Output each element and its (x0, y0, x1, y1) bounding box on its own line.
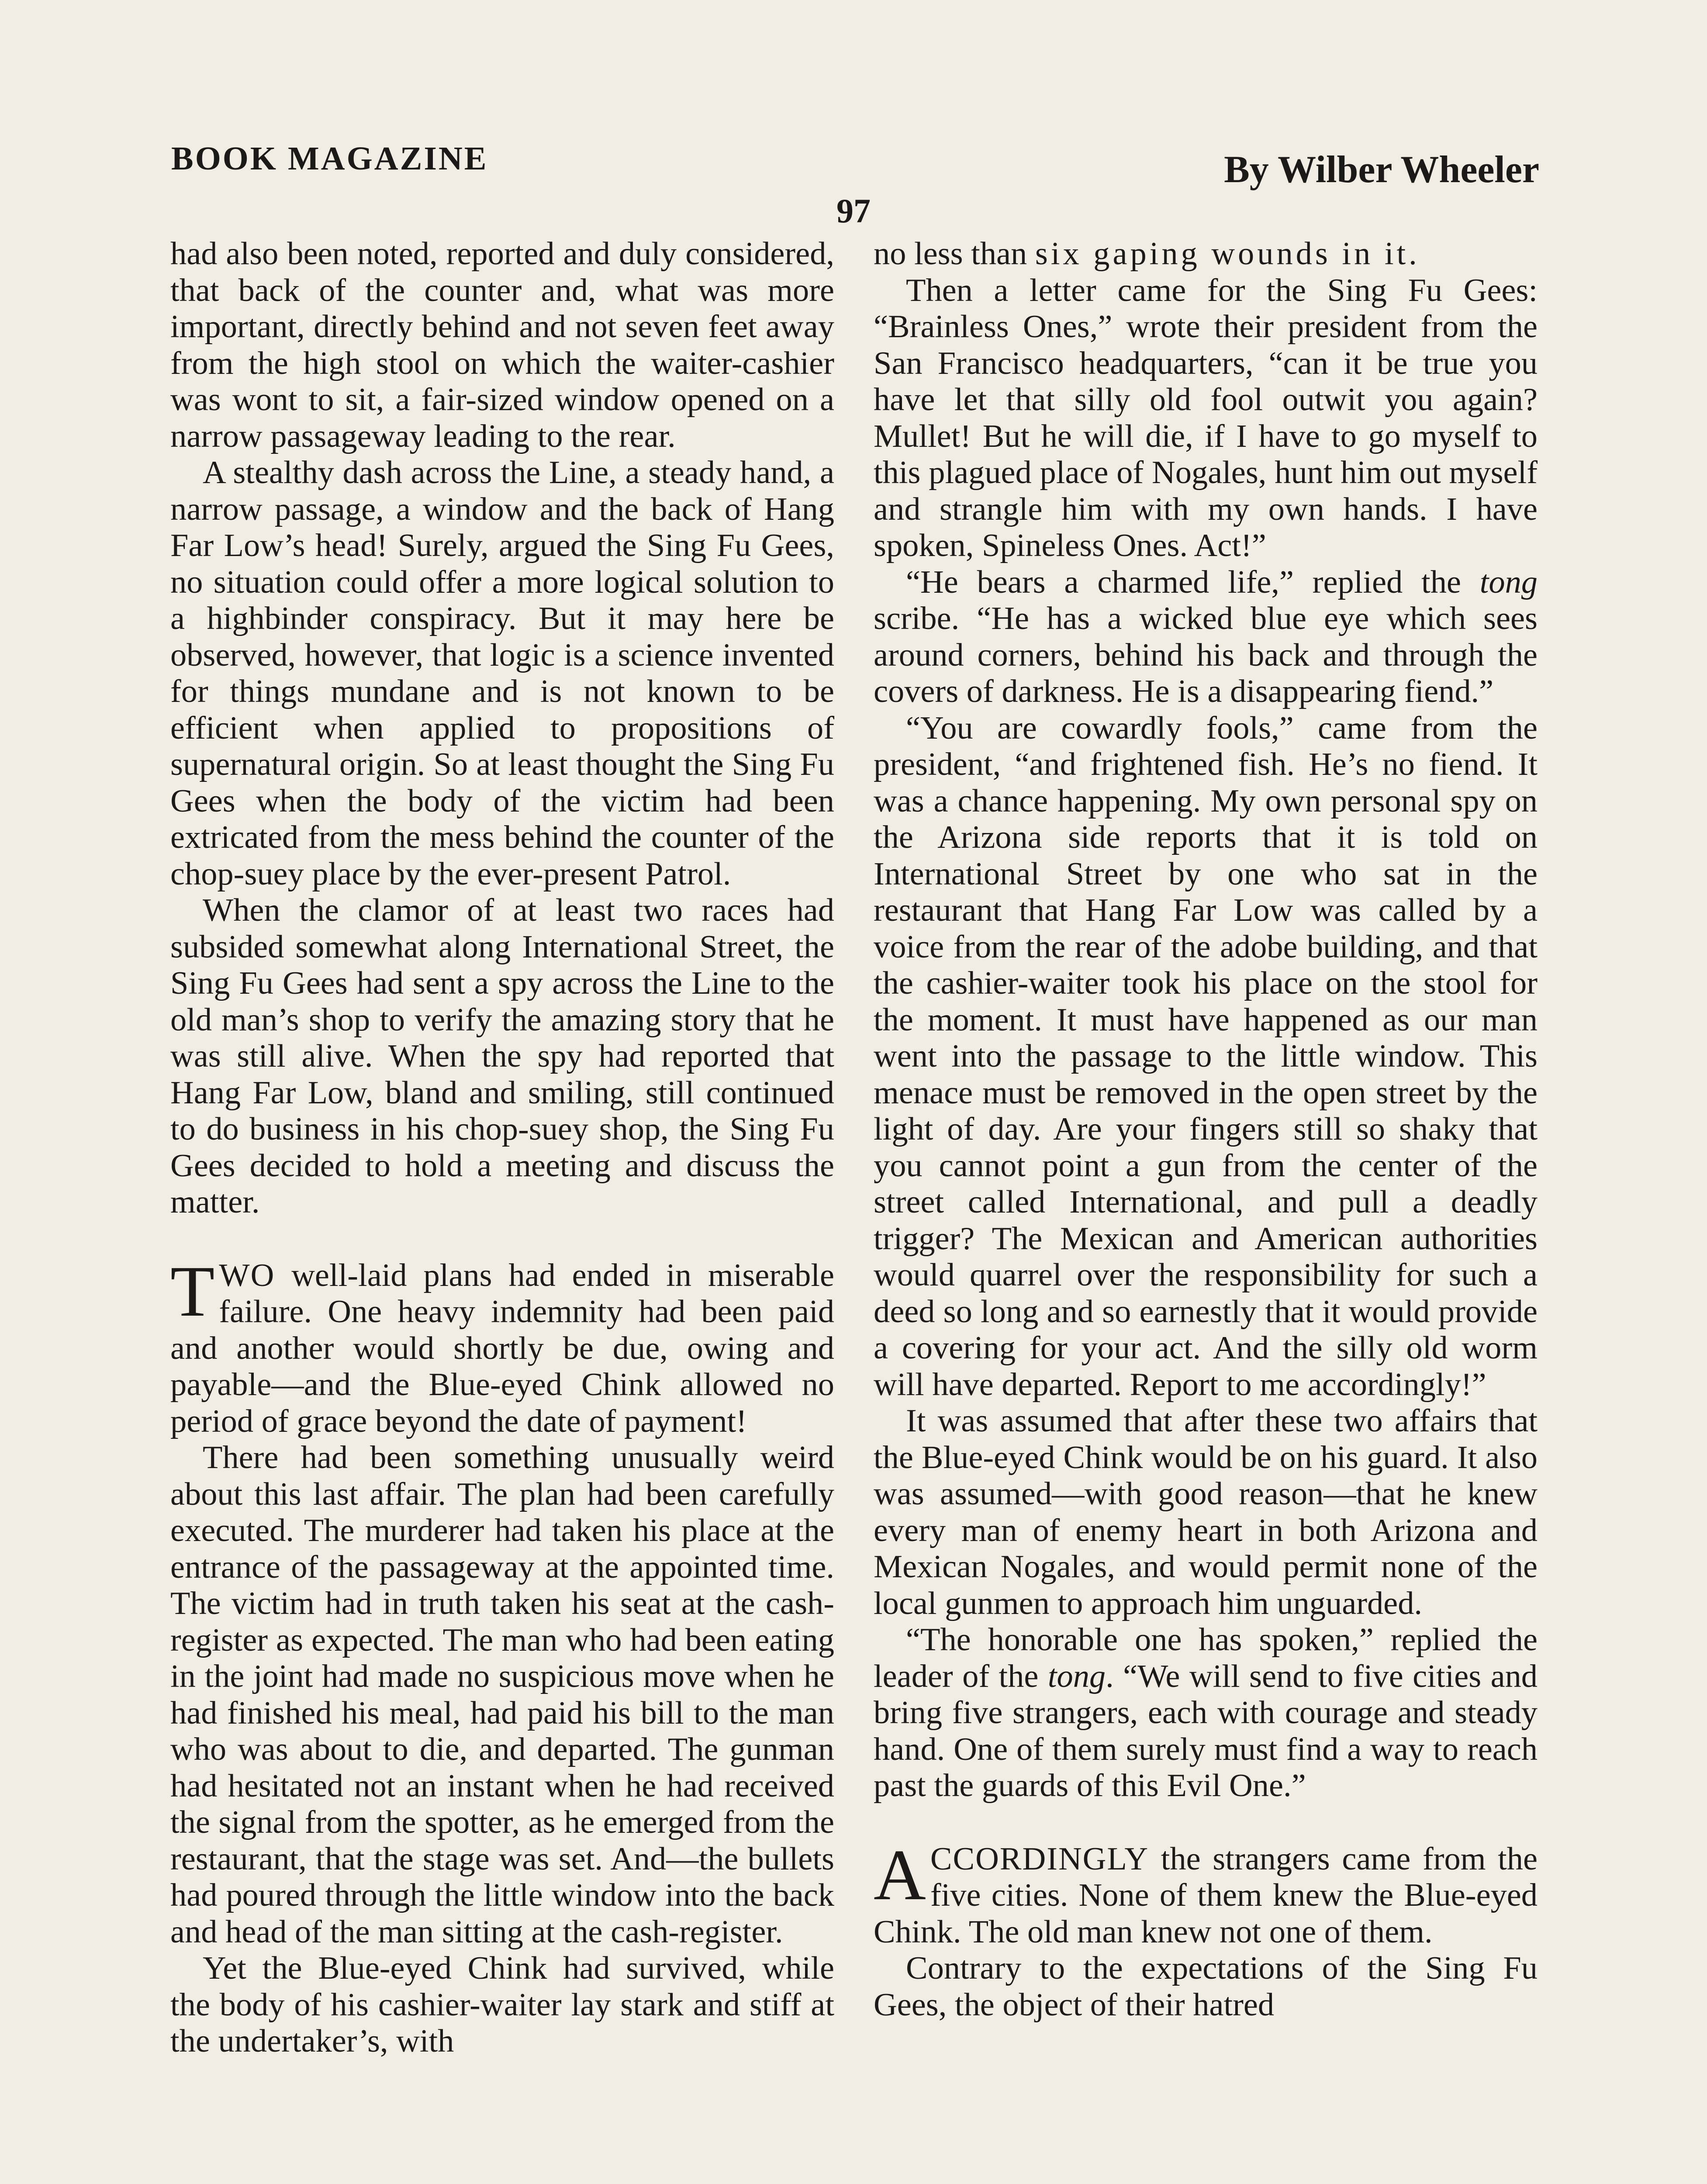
drop-cap: T (170, 1251, 215, 1331)
right-column (874, 236, 1538, 2023)
paragraph: Yet the Blue-eyed Chink had survived, while the body of his cashier-waiter lay stark and stiff at the undertaker’s, with (170, 1950, 834, 2059)
paragraph (874, 1622, 1538, 1804)
paragraph (874, 236, 1538, 273)
italic-word: tong (1047, 1658, 1106, 1694)
paragraph: Contrary to the expectations of the Sing Fu Gees, the object of their hatred (874, 1950, 1538, 2023)
author-byline: By Wilber Wheeler (1224, 149, 1539, 191)
paragraph (874, 564, 1538, 710)
paragraph: It was assumed that after these two affairs that the Blue-eyed Chink would be on his guard. It also was assumed—with good reason—that he knew every man of enemy heart in both Arizona and Mexican Nogales, and would permit none of the local gunmen to approach him unguarded. (874, 1403, 1538, 1621)
paragraph-text: well-laid plans had ended in miserable failure. One heavy indemnity had been paid and another would shortly be due, owing and payable—and the Blue-eyed Chink allowed no period of grace beyond the date of payment! (170, 1257, 834, 1439)
section-paragraph (874, 1834, 1538, 1951)
section-paragraph (170, 1251, 834, 1440)
paragraph-text: . “We will send to five cities and bring five strangers, each with courage and steady hand. One of them surely must find a way to reach past the guards of this Evil One.” (874, 1658, 1538, 1804)
publication-title: BOOK MAGAZINE (171, 140, 488, 177)
paragraph: “You are cowardly fools,” came from the president, “and frightened fish. He’s no fiend. It was a chance happening. My own personal spy on the Arizona side reports that it is told on International Street by one who sat in the restaurant that Hang Far Low was called by a voice from the rear of the adobe building, and that the cashier-waiter took his place on the stool for the moment. It must have happened as our man went into the passage to the little window. This menace must be removed in the open street by the light of day. Are your fingers still so shaky that you cannot point a gun from the center of the street called International, and pull a deadly trigger? The Mexican and American authorities would quarrel over the responsibility for such a deed so long and so earnestly that it would provide a covering for your act. And the silly old worm will have departed. Report to me accordingly!” (874, 710, 1538, 1403)
paragraph: There had been something unusually weird about this last affair. The plan had been carefully executed. The murderer had taken his place at the entrance of the passageway at the appointed time. The victim had in truth taken his seat at the cash-register as expected. The man who had been eating in the joint had made no suspicious move when he had finished his meal, had paid his bill to the man who was about to die, and departed. The gunman had hesitated not an instant when he had received the signal from the spotter, as he emerged from the restaurant, that the stage was set. And—the bullets had poured through the little window into the back and head of the man sitting at the cash-register. (170, 1440, 834, 1950)
paragraph: had also been noted, reported and duly considered, that back of the counter and, what was more important, directly behind and not seven feet away from the high stool on which the waiter-cashier was wont to sit, a fair-sized window opened on a narrow passageway leading to the rear. (170, 236, 834, 454)
drop-cap: A (874, 1834, 926, 1915)
paragraph: When the clamor of at least two races had subsided somewhat along International Street, the Sing Fu Gees had sent a spy across the Line to the old man’s shop to verify the amazing story that he was still alive. When the spy had reported that Hang Far Low, bland and smiling, still continued to do business in his chop-suey shop, the Sing Fu Gees decided to hold a meeting and discuss the matter. (170, 892, 834, 1220)
paragraph-text: scribe. “He has a wicked blue eye which sees around corners, behind his back and through the covers of darkness. He is a disappearing fiend.” (874, 601, 1538, 709)
small-caps-lead: CCORDINGLY (930, 1841, 1149, 1877)
paragraph: Then a letter came for the Sing Fu Gees: “Brainless Ones,” wrote their president from the San Francisco headquarters, “can it be true you have let that silly old fool outwit you again? Mullet! But he will die, if I have to go myself to this plagued place of Nogales, hunt him out myself and strangle him with my own hands. I have spoken, Spineless Ones. Act!” (874, 272, 1538, 563)
left-column (170, 236, 834, 2060)
small-caps-lead: WO (219, 1257, 275, 1293)
page-number: 97 (836, 192, 871, 230)
paragraph-text: “He bears a charmed life,” replied the (906, 564, 1480, 600)
paragraph-text: the strangers came from the five cities. None of them knew the Blue-eyed Chink. The old man knew not one of them. (874, 1841, 1538, 1950)
italic-word: tong (1479, 564, 1538, 600)
paragraph-text: “The honorable one has spoken,” replied the leader of the (874, 1622, 1538, 1694)
paragraph: A stealthy dash across the Line, a steady hand, a narrow passage, a window and the back of Hang Far Low’s head! Surely, argued the Sing Fu Gees, no situation could offer a more logical solution to a highbinder conspiracy. But it may here be observed, however, that logic is a science invented for things mundane and is not known to be efficient when applied to propositions of supernatural origin. So at least thought the Sing Fu Gees when the body of the victim had been extricated from the mess behind the counter of the chop-suey place by the ever-present Patrol. (170, 455, 834, 892)
paragraph-text: no less than (874, 236, 1035, 272)
letterspaced-text: six gaping wounds in it. (1035, 236, 1420, 272)
